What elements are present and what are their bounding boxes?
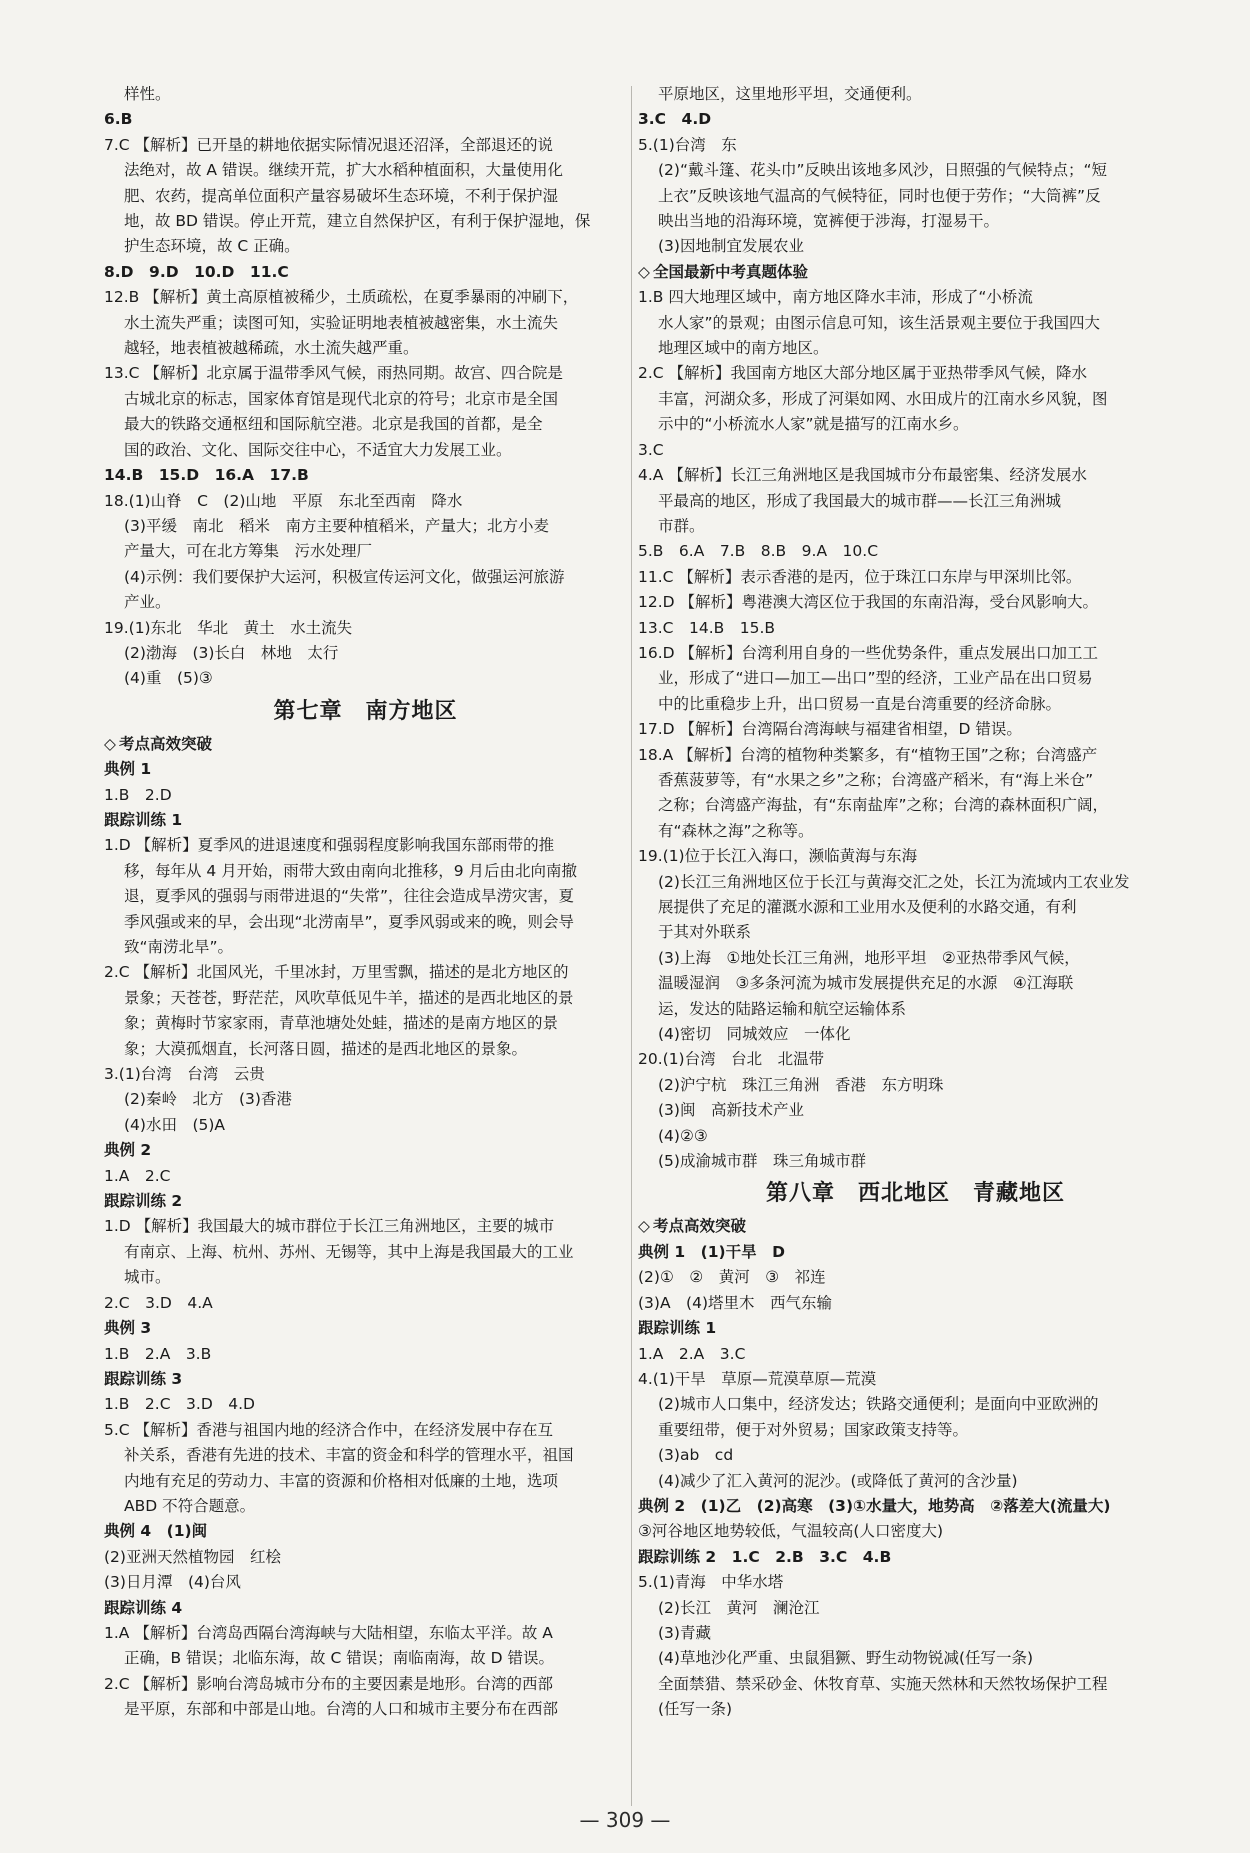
answer-line	[104, 757, 627, 782]
answer-text: 示中的“小桥流水人家”就是描写的江南水乡。	[658, 415, 969, 434]
answer-text: (2)长江 黄河 澜沧江	[658, 1598, 820, 1617]
answer-line	[104, 285, 627, 310]
answer-text: 跟踪训练 2 1.C 2.B 3.C 4.B	[638, 1547, 892, 1566]
answer-line	[104, 808, 627, 833]
answer-line	[104, 1265, 627, 1290]
answer-text: 典例 3	[104, 1319, 152, 1338]
left-column	[104, 82, 627, 1723]
section-heading	[104, 732, 627, 757]
answer-text: 17.D 【解析】台湾隔台湾海峡与福建省相望，D 错误。	[638, 720, 1022, 739]
answer-text: 1.B 2.C 3.D 4.D	[104, 1395, 255, 1414]
answer-text: 12.D 【解析】粤港澳大湾区位于我国的东南沿海，受台风影响大。	[638, 593, 1099, 612]
answer-text: 中的比重稳步上升，出口贸易一直是台湾重要的经济命脉。	[658, 694, 1062, 713]
answer-text: 3.C 4.D	[638, 110, 712, 129]
answer-text: (3)A (4)塔里木 西气东输	[638, 1293, 833, 1312]
answer-text: (3)因地制宜发展农业	[658, 237, 804, 256]
answer-text: 1.D 【解析】夏季风的进退速度和强弱程度影响我国东部雨带的推	[104, 836, 555, 855]
answer-line	[104, 1621, 627, 1646]
answer-text: 移，每年从 4 月开始，雨带大致由南向北推移，9 月后由北向南撤	[124, 861, 578, 880]
answer-line	[638, 1469, 1193, 1494]
answer-line	[104, 565, 627, 590]
answer-text: (4)密切 同城效应 一体化	[658, 1025, 851, 1044]
answer-line	[638, 438, 1193, 463]
answer-line	[638, 133, 1193, 158]
answer-text: (3)日月潭 (4)台风	[104, 1573, 241, 1592]
answer-text: 全国最新中考真题体验	[653, 262, 809, 281]
answer-text: 1.A 【解析】台湾岛西隔台湾海峡与大陆相望，东临太平洋。故 A	[104, 1623, 553, 1642]
answer-line	[638, 234, 1193, 259]
answer-text: 19.(1)位于长江入海口，濒临黄海与东海	[638, 847, 918, 866]
answer-text: 地，故 BD 错误。停止开荒，建立自然保护区，有利于保护湿地，保	[124, 212, 591, 231]
answer-text: 之称；台湾盛产海盐，有“东南盐库”之称；台湾的森林面积广阔，	[658, 796, 1109, 815]
answer-line	[104, 361, 627, 386]
answer-text: (3)闽 高新技术产业	[658, 1101, 804, 1120]
answer-text: 最大的铁路交通枢纽和国际航空港。北京是我国的首都，是全	[124, 415, 543, 434]
answer-text: 1.A 2.C	[104, 1166, 171, 1185]
answer-text: (5)成渝城市群 珠三角城市群	[658, 1152, 866, 1171]
answer-line	[638, 666, 1193, 691]
answer-line	[638, 1494, 1193, 1519]
answer-line	[104, 82, 627, 107]
answer-line	[638, 1342, 1193, 1367]
answer-text: (4)示例：我们要保护大运河，积极宣传运河文化，做强运河旅游	[124, 567, 565, 586]
answer-text: 考点高效突破	[119, 734, 213, 753]
answer-line	[104, 986, 627, 1011]
answer-text: 肥、农药，提高单位面积产量容易破坏生态环境，不利于保护湿	[124, 186, 559, 205]
answer-line	[638, 158, 1193, 183]
answer-line	[638, 209, 1193, 234]
answer-line	[104, 1164, 627, 1189]
answer-text: (3)平缓 南北 稻米 南方主要种植稻米，产量大；北方小麦	[124, 516, 549, 535]
answer-text: (任写一条)	[658, 1700, 733, 1719]
column-divider	[631, 86, 632, 1806]
answer-text: 于其对外联系	[658, 923, 752, 942]
answer-line	[104, 960, 627, 985]
answer-line	[104, 1342, 627, 1367]
diamond-bullet-icon: ◇	[638, 1217, 650, 1236]
answer-text: (3)上海 ①地处长江三角洲，地形平坦 ②亚热带季风气候，	[658, 948, 1080, 967]
answer-text: 季风强或来的早，会出现“北涝南旱”，夏季风弱或来的晚，则会导	[124, 912, 575, 931]
answer-line	[104, 1011, 627, 1036]
answer-text: (4)减少了汇入黄河的泥沙。(或降低了黄河的含沙量)	[658, 1471, 1018, 1490]
answer-line	[104, 884, 627, 909]
answer-text: 展提供了充足的灌溉水源和工业用水及便利的水路交通，有利	[658, 898, 1077, 916]
answer-line	[104, 412, 627, 437]
answer-line	[638, 768, 1193, 793]
diamond-bullet-icon: ◇	[104, 734, 116, 753]
answer-line	[104, 1519, 627, 1544]
answer-text: 水人家”的景观；由图示信息可知，该生活景观主要位于我国四大	[658, 313, 1101, 332]
answer-line	[638, 692, 1193, 717]
answer-line	[638, 1646, 1193, 1671]
answer-text: 跟踪训练 3	[104, 1369, 183, 1388]
answer-line	[104, 833, 627, 858]
answer-line	[638, 793, 1193, 818]
answer-line	[104, 1138, 627, 1163]
answer-line	[638, 590, 1193, 615]
answer-line	[104, 1570, 627, 1595]
answer-line	[104, 1469, 627, 1494]
answer-line	[638, 1697, 1193, 1722]
answer-text: 4.(1)干旱 草原—荒漠草原—荒漠	[638, 1369, 877, 1388]
answer-line	[638, 565, 1193, 590]
answer-text: 11.C 【解析】表示香港的是丙，位于珠江口东岸与甲深圳比邻。	[638, 567, 1082, 586]
answer-text: 20.(1)台湾 台北 北温带	[638, 1050, 825, 1069]
answer-text: 18.A 【解析】台湾的植物种类繁多，有“植物王国”之称；台湾盛产	[638, 745, 1098, 764]
answer-text: 3.(1)台湾 台湾 云贵	[104, 1065, 265, 1084]
left-answers-top	[104, 82, 627, 692]
answer-text: (3)青藏	[658, 1623, 711, 1642]
answer-text: (2)亚洲天然植物园 红桧	[104, 1547, 281, 1566]
answer-line	[104, 489, 627, 514]
chapter-8-title: 第八章 西北地区 青藏地区	[765, 1181, 1065, 1207]
answer-line	[104, 1113, 627, 1138]
answer-text: ③河谷地区地势较低，气温较高(人口密度大)	[638, 1522, 943, 1541]
answer-line	[638, 1621, 1193, 1646]
answer-line	[104, 1545, 627, 1570]
answer-text: 有南京、上海、杭州、苏州、无锡等，其中上海是我国最大的工业	[124, 1242, 574, 1261]
answer-text: 1.B 四大地理区域中，南方地区降水丰沛，形成了“小桥流	[638, 288, 1033, 307]
answer-text: 地理区域中的南方地区。	[658, 339, 829, 358]
answer-text: 4.A 【解析】长江三角洲地区是我国城市分布最密集、经济发展水	[638, 466, 1087, 485]
answer-text: ABD 不符合题意。	[124, 1496, 256, 1515]
answer-text: 1.A 2.A 3.C	[638, 1344, 746, 1363]
answer-text: (2)渤海 (3)长白 林地 太行	[124, 643, 339, 662]
answer-text: 跟踪训练 4	[104, 1598, 183, 1617]
answer-line	[638, 1519, 1193, 1544]
chapter-7-title: 第七章 南方地区	[273, 698, 458, 724]
answer-line	[104, 859, 627, 884]
answer-line	[104, 1367, 627, 1392]
answer-text: 景象；天苍苍，野茫茫，风吹草低见牛羊，描述的是西北地区的景	[124, 988, 574, 1007]
answer-line	[104, 234, 627, 259]
answer-text: 全面禁猎、禁采砂金、休牧育草、实施天然林和天然牧场保护工程	[658, 1674, 1108, 1693]
answer-line	[104, 158, 627, 183]
answer-line	[104, 184, 627, 209]
answer-line	[638, 1073, 1193, 1098]
answer-line	[104, 107, 627, 132]
answer-line	[638, 1291, 1193, 1316]
answer-text: 致“南涝北旱”。	[124, 938, 234, 956]
answer-text: 产业。	[124, 593, 171, 612]
answer-text: 是平原，东部和中部是山地。台湾的人口和城市主要分布在西部	[124, 1700, 559, 1719]
answer-line	[104, 438, 627, 463]
answer-line	[104, 260, 627, 285]
answer-text: 古城北京的标志，国家体育馆是现代北京的符号；北京市是全国	[124, 389, 559, 408]
answer-text: (4)草地沙化严重、虫鼠猖獗、野生动物锐减(任写一条)	[658, 1649, 1034, 1668]
answer-line	[638, 1545, 1193, 1570]
answer-line	[638, 1672, 1193, 1697]
answer-line	[638, 184, 1193, 209]
answer-line	[638, 1149, 1193, 1174]
answer-text: 护生态环境，故 C 正确。	[124, 237, 300, 256]
answer-line	[638, 82, 1193, 107]
answer-line	[104, 1646, 627, 1671]
answer-line	[104, 387, 627, 412]
answer-line	[638, 1443, 1193, 1468]
answer-text: 典例 1	[104, 760, 152, 779]
answer-text: 法绝对，故 A 错误。继续开荒，扩大水稻种植面积，大量使用化	[124, 161, 563, 180]
answer-text: (2)① ② 黄河 ③ 祁连	[638, 1268, 826, 1287]
answer-text: 2.C 3.D 4.A	[104, 1293, 213, 1312]
answer-text: (4)重 (5)③	[124, 669, 213, 688]
answer-text: 2.C 【解析】北国风光，千里冰封，万里雪飘，描述的是北方地区的	[104, 963, 569, 982]
answer-line	[104, 1672, 627, 1697]
answer-line	[104, 935, 627, 960]
left-answers-bottom	[104, 732, 627, 1723]
answer-text: 跟踪训练 1	[638, 1319, 717, 1338]
answer-text: 温暖湿润 ③多条河流为城市发展提供充足的水源 ④江海联	[658, 974, 1074, 993]
answer-text: (2)“戴斗篷、花头巾”反映出该地多风沙，日照强的气候特点；“短	[658, 161, 1108, 180]
answer-text: 正确，B 错误；北临东海，故 C 错误；南临南海，故 D 错误。	[124, 1649, 555, 1668]
answer-line	[104, 209, 627, 234]
answer-line	[638, 1022, 1193, 1047]
answer-text: 上衣”反映该地气温高的气候特征，同时也便于劳作；“大筒裤”反	[658, 186, 1101, 205]
answer-text: 样性。	[124, 85, 171, 103]
answer-text: 产量大，可在北方筹集 污水处理厂	[124, 542, 373, 561]
answer-line	[104, 1087, 627, 1112]
answer-line	[104, 463, 627, 488]
answer-line	[104, 641, 627, 666]
answer-line	[104, 1189, 627, 1214]
answer-text: 1.B 2.D	[104, 785, 172, 804]
answer-line	[104, 514, 627, 539]
answer-line	[638, 616, 1193, 641]
answer-text: 典例 4 (1)闽	[104, 1522, 208, 1541]
answer-text: 1.B 2.A 3.B	[104, 1344, 212, 1363]
answer-text: 映出当地的沿海环境，宽裤便于涉海，打湿易干。	[658, 212, 1000, 231]
answer-line	[104, 1062, 627, 1087]
answer-line	[638, 641, 1193, 666]
answer-line	[638, 946, 1193, 971]
answer-text: 6.B	[104, 110, 133, 129]
answer-line	[638, 1124, 1193, 1149]
answer-line	[638, 463, 1193, 488]
section-heading	[638, 1214, 1193, 1239]
answer-line	[638, 1570, 1193, 1595]
answer-line	[638, 107, 1193, 132]
answer-line	[104, 311, 627, 336]
answer-text: 18.(1)山脊 C (2)山地 平原 东北至西南 降水	[104, 491, 463, 510]
answer-text: 市群。	[658, 516, 705, 535]
answer-text: 补关系，香港有先进的技术、丰富的资金和科学的管理水平，祖国	[124, 1446, 574, 1465]
answer-text: 平最高的地区，形成了我国最大的城市群——长江三角洲城	[658, 491, 1062, 510]
answer-text: 丰富，河湖众多，形成了河渠如网、水田成片的江南水乡风貌，图	[658, 389, 1108, 408]
answer-line	[638, 1596, 1193, 1621]
answer-text: 水土流失严重；读图可知，实验证明地表植被越密集，水土流失	[124, 313, 559, 332]
answer-text: 3.C	[638, 440, 664, 459]
answer-text: (2)城市人口集中，经济发达；铁路交通便利；是面向中亚欧洲的	[658, 1395, 1099, 1414]
answer-line	[638, 311, 1193, 336]
section-heading	[638, 260, 1193, 285]
answer-line	[638, 997, 1193, 1022]
answer-text: 16.D 【解析】台湾利用自身的一些优势条件，重点发展出口加工工	[638, 643, 1099, 662]
answer-line	[638, 285, 1193, 310]
answer-text: 象；黄梅时节家家雨，青草池塘处处蛙，描述的是南方地区的景	[124, 1014, 559, 1033]
answer-line	[638, 1367, 1193, 1392]
answer-text: 考点高效突破	[653, 1217, 747, 1236]
answer-line	[638, 819, 1193, 844]
answer-text: 香蕉菠萝等，有“水果之乡”之称；台湾盛产稻米，有“海上米仓”	[658, 770, 1094, 789]
answer-line	[638, 1265, 1193, 1290]
answer-text: 5.C 【解析】香港与祖国内地的经济合作中，在经济发展中存在互	[104, 1420, 554, 1439]
answer-line	[638, 336, 1193, 361]
answer-text: 国的政治、文化、国际交往中心，不适宜大力发展工业。	[124, 440, 512, 459]
answer-text: 13.C 【解析】北京属于温带季风气候，雨热同期。故宫、四合院是	[104, 364, 563, 383]
answer-line	[104, 783, 627, 808]
answer-line	[104, 1418, 627, 1443]
answer-line	[638, 971, 1193, 996]
answer-line	[104, 1037, 627, 1062]
answer-text: (4)水田 (5)A	[124, 1115, 226, 1134]
answer-line	[638, 539, 1193, 564]
answer-line	[104, 1697, 627, 1722]
answer-text: 越轻，地表植被越稀疏，水土流失越严重。	[124, 339, 419, 358]
answer-text: 象；大漠孤烟直，长河落日圆，描述的是西北地区的景象。	[124, 1039, 528, 1058]
answer-text: 12.B 【解析】黄土高原植被稀少，土质疏松，在夏季暴雨的冲刷下，	[104, 288, 579, 307]
right-answers-bottom	[638, 1214, 1193, 1722]
answer-text: (2)沪宁杭 珠江三角洲 香港 东方明珠	[658, 1075, 944, 1094]
answer-text: 19.(1)东北 华北 黄土 水土流失	[104, 618, 353, 637]
answer-line	[104, 1443, 627, 1468]
answer-line	[638, 489, 1193, 514]
answer-line	[104, 616, 627, 641]
answer-text: 跟踪训练 2	[104, 1192, 183, 1211]
answer-line	[104, 336, 627, 361]
right-column	[638, 82, 1193, 1723]
answer-text: 业，形成了“进口—加工—出口”型的经济，工业产品在出口贸易	[658, 669, 1093, 688]
answer-text: 城市。	[124, 1268, 171, 1287]
answer-text: 8.D 9.D 10.D 11.C	[104, 262, 289, 281]
diamond-bullet-icon: ◇	[638, 262, 650, 281]
answer-line	[638, 387, 1193, 412]
answer-text: 典例 1 (1)干旱 D	[638, 1242, 786, 1261]
answer-line	[104, 1494, 627, 1519]
answer-line	[638, 1316, 1193, 1341]
answer-text: 内地有充足的劳动力、丰富的资源和价格相对低廉的土地，选项	[124, 1471, 559, 1490]
answer-line	[638, 895, 1193, 920]
answer-line	[104, 1214, 627, 1239]
answer-line	[638, 717, 1193, 742]
answer-line	[104, 1291, 627, 1316]
answer-line	[638, 1418, 1193, 1443]
answer-line	[638, 1098, 1193, 1123]
answer-text: 平原地区，这里地形平坦，交通便利。	[658, 85, 922, 103]
answer-text: 5.(1)青海 中华水塔	[638, 1573, 784, 1592]
answer-text: 13.C 14.B 15.B	[638, 618, 776, 637]
answer-text: (4)②③	[658, 1126, 708, 1145]
answer-text: (3)ab cd	[658, 1446, 734, 1465]
answer-line	[638, 920, 1193, 945]
answer-text: 退，夏季风的强弱与雨带进退的“失常”，往往会造成旱涝灾害，夏	[124, 887, 575, 906]
answer-line	[104, 539, 627, 564]
answer-text: 重要纽带，便于对外贸易；国家政策支持等。	[658, 1420, 969, 1439]
page-number: — 309 —	[579, 1808, 671, 1832]
answer-text: 典例 2 (1)乙 (2)高寒 (3)①水量大，地势高 ②落差大(流量大)	[638, 1496, 1111, 1515]
answer-text: (2)秦岭 北方 (3)香港	[124, 1090, 292, 1109]
answer-text: 跟踪训练 1	[104, 810, 183, 829]
answer-line	[638, 412, 1193, 437]
answer-line	[104, 910, 627, 935]
answer-line	[638, 1047, 1193, 1072]
answer-text: 2.C 【解析】影响台湾岛城市分布的主要因素是地形。台湾的西部	[104, 1674, 554, 1693]
answer-text: 5.B 6.A 7.B 8.B 9.A 10.C	[638, 542, 879, 561]
right-answers-top	[638, 82, 1193, 1174]
answer-line	[638, 1392, 1193, 1417]
answer-line	[104, 666, 627, 691]
answer-line	[104, 133, 627, 158]
answer-line	[104, 590, 627, 615]
answer-line	[638, 743, 1193, 768]
answer-text: 1.D 【解析】我国最大的城市群位于长江三角洲地区，主要的城市	[104, 1217, 555, 1236]
answer-text: 7.C 【解析】已开垦的耕地依据实际情况退还沼泽，全部退还的说	[104, 135, 554, 154]
answer-line	[638, 514, 1193, 539]
answer-text: 2.C 【解析】我国南方地区大部分地区属于亚热带季风气候，降水	[638, 364, 1088, 383]
answer-text: 有“森林之海”之称等。	[658, 821, 814, 840]
answer-text: 运，发达的陆路运输和航空运输体系	[658, 999, 907, 1018]
answer-line	[104, 1392, 627, 1417]
answer-text: 14.B 15.D 16.A 17.B	[104, 466, 309, 485]
answer-line	[104, 1596, 627, 1621]
answer-text: 5.(1)台湾 东	[638, 135, 737, 154]
answer-line	[104, 1316, 627, 1341]
answer-line	[104, 1240, 627, 1265]
answer-text: (2)长江三角洲地区位于长江与黄海交汇之处，长江为流域内工农业发	[658, 872, 1130, 891]
answer-text: 典例 2	[104, 1141, 152, 1160]
answer-line	[638, 1240, 1193, 1265]
answer-line	[638, 844, 1193, 869]
answer-line	[638, 870, 1193, 895]
answer-line	[638, 361, 1193, 386]
